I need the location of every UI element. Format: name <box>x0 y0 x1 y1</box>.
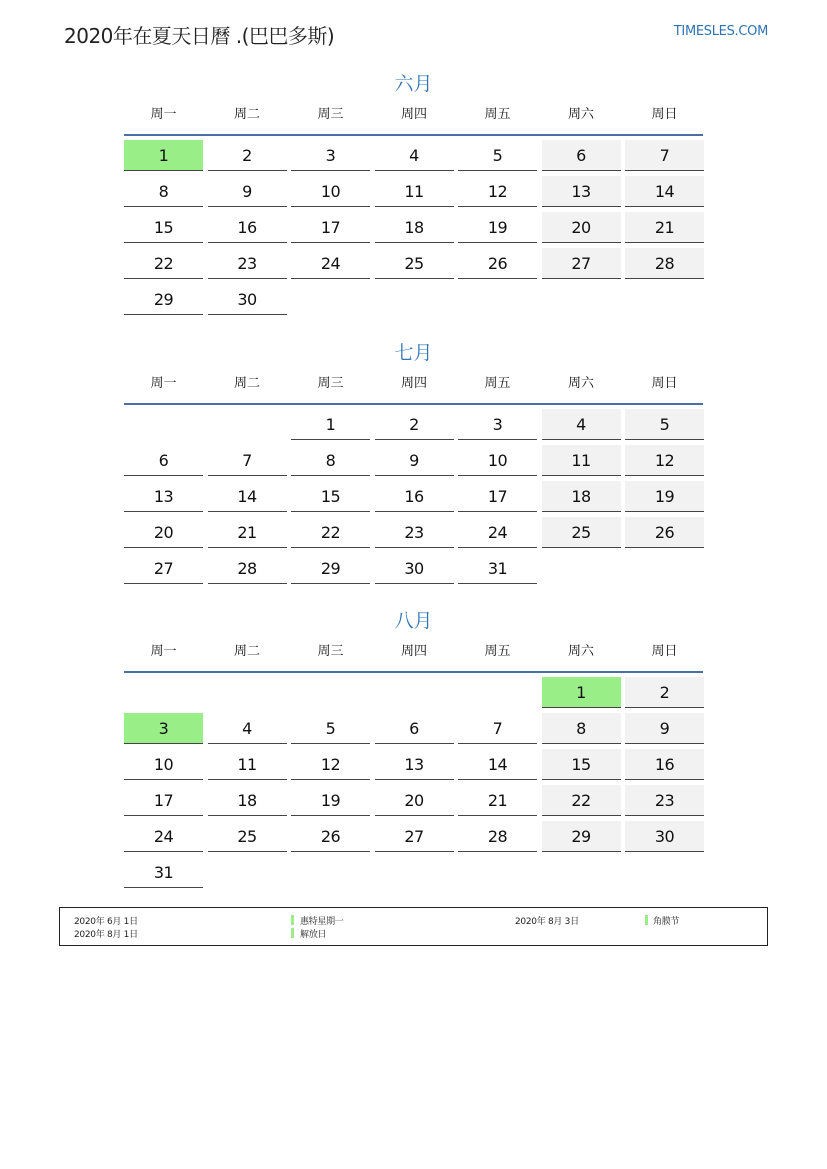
month-block <box>124 70 703 309</box>
day-cell[interactable]: 12 <box>625 445 704 476</box>
day-cell[interactable]: 24 <box>124 821 203 852</box>
day-cell[interactable]: 29 <box>291 553 370 584</box>
day-cell[interactable]: 26 <box>291 821 370 852</box>
month-title: 八月 <box>394 610 433 632</box>
day-cell[interactable]: 5 <box>291 713 370 744</box>
day-cell[interactable]: 7 <box>625 140 704 171</box>
day-cell[interactable]: 22 <box>542 785 621 816</box>
header-divider <box>124 134 703 136</box>
legend-holiday-name: 解放日 <box>300 930 327 940</box>
day-cell[interactable]: 17 <box>124 785 203 816</box>
day-cell[interactable]: 4 <box>208 713 287 744</box>
weekday-label: 周二 <box>233 644 260 659</box>
holiday-color-swatch <box>645 915 648 925</box>
day-cell[interactable]: 25 <box>375 248 454 279</box>
day-cell[interactable]: 28 <box>625 248 704 279</box>
day-cell[interactable]: 25 <box>208 821 287 852</box>
weekday-label: 周四 <box>400 644 427 659</box>
day-cell[interactable]: 23 <box>208 248 287 279</box>
weekday-label: 周六 <box>567 107 594 122</box>
day-cell[interactable]: 20 <box>375 785 454 816</box>
weekday-header <box>124 639 703 675</box>
day-cell[interactable]: 8 <box>542 713 621 744</box>
day-cell[interactable]: 15 <box>542 749 621 780</box>
day-cell[interactable]: 6 <box>124 445 203 476</box>
legend-holiday-name: 惠特星期一 <box>300 917 344 927</box>
day-cell[interactable]: 16 <box>625 749 704 780</box>
day-cell[interactable]: 2 <box>375 409 454 440</box>
day-cell[interactable]: 3 <box>458 409 537 440</box>
month-title: 七月 <box>394 342 433 364</box>
day-cell[interactable]: 13 <box>375 749 454 780</box>
day-cell[interactable]: 14 <box>625 176 704 207</box>
day-cell[interactable]: 10 <box>458 445 537 476</box>
legend-date: 2020年 6月 1日 <box>74 917 138 927</box>
day-cell[interactable]: 15 <box>291 481 370 512</box>
day-cell[interactable]: 19 <box>291 785 370 816</box>
day-cell[interactable]: 27 <box>542 248 621 279</box>
month-title: 六月 <box>394 73 433 95</box>
header-divider <box>124 403 703 405</box>
day-cell[interactable]: 1 <box>291 409 370 440</box>
weekday-label: 周二 <box>233 376 260 391</box>
day-cell[interactable]: 31 <box>458 553 537 584</box>
weekday-label: 周三 <box>317 644 344 659</box>
day-cell[interactable]: 26 <box>458 248 537 279</box>
day-cell[interactable]: 2 <box>208 140 287 171</box>
day-cell[interactable]: 30 <box>208 284 287 315</box>
day-cell[interactable]: 18 <box>542 481 621 512</box>
holiday-color-swatch <box>291 928 294 938</box>
day-cell[interactable]: 17 <box>291 212 370 243</box>
weekday-label: 周四 <box>400 376 427 391</box>
day-cell[interactable]: 17 <box>458 481 537 512</box>
day-cell[interactable]: 3 <box>291 140 370 171</box>
day-cell[interactable]: 30 <box>375 553 454 584</box>
day-cell[interactable]: 20 <box>542 212 621 243</box>
day-cell[interactable]: 5 <box>458 140 537 171</box>
day-cell[interactable]: 7 <box>208 445 287 476</box>
day-cell[interactable]: 16 <box>375 481 454 512</box>
day-cell[interactable]: 13 <box>124 481 203 512</box>
day-cell[interactable]: 21 <box>208 517 287 548</box>
day-cell[interactable]: 23 <box>625 785 704 816</box>
day-cell[interactable]: 1 <box>124 140 203 171</box>
header-divider <box>124 671 703 673</box>
weekday-label: 周日 <box>651 107 678 122</box>
day-cell[interactable]: 20 <box>124 517 203 548</box>
day-cell[interactable]: 12 <box>458 176 537 207</box>
weekday-label: 周五 <box>484 107 511 122</box>
day-cell[interactable]: 6 <box>375 713 454 744</box>
day-cell[interactable]: 18 <box>375 212 454 243</box>
legend-date: 2020年 8月 1日 <box>74 930 138 940</box>
day-cell[interactable]: 6 <box>542 140 621 171</box>
day-cell[interactable]: 3 <box>124 713 203 744</box>
day-cell[interactable]: 9 <box>375 445 454 476</box>
day-cell[interactable]: 26 <box>625 517 704 548</box>
month-block <box>124 339 703 578</box>
weekday-label: 周日 <box>651 376 678 391</box>
day-cell[interactable]: 27 <box>124 553 203 584</box>
day-cell[interactable]: 18 <box>208 785 287 816</box>
weekday-label: 周五 <box>484 644 511 659</box>
weekday-label: 周四 <box>400 107 427 122</box>
day-cell[interactable]: 5 <box>625 409 704 440</box>
day-cell[interactable]: 29 <box>124 284 203 315</box>
legend-holiday-name: 角膜节 <box>653 917 680 927</box>
day-cell[interactable]: 23 <box>375 517 454 548</box>
weekday-label: 周三 <box>317 107 344 122</box>
day-cell[interactable]: 21 <box>625 212 704 243</box>
weekday-label: 周二 <box>233 107 260 122</box>
day-cell[interactable]: 8 <box>124 176 203 207</box>
page-title: 2020年在夏天日曆 .(巴巴多斯) <box>64 24 335 48</box>
weekday-label: 周六 <box>567 644 594 659</box>
day-cell[interactable]: 28 <box>458 821 537 852</box>
day-cell[interactable]: 9 <box>625 713 704 744</box>
day-cell[interactable]: 24 <box>458 517 537 548</box>
weekday-label: 周一 <box>150 376 177 391</box>
day-cell[interactable]: 27 <box>375 821 454 852</box>
day-cell[interactable]: 1 <box>542 677 621 708</box>
weekday-label: 周一 <box>150 107 177 122</box>
day-cell[interactable]: 22 <box>291 517 370 548</box>
day-cell[interactable]: 10 <box>291 176 370 207</box>
day-cell[interactable]: 14 <box>208 481 287 512</box>
day-cell[interactable]: 24 <box>291 248 370 279</box>
day-cell[interactable]: 29 <box>542 821 621 852</box>
weekday-label: 周三 <box>317 376 344 391</box>
day-cell[interactable]: 2 <box>625 677 704 708</box>
day-cell[interactable]: 19 <box>458 212 537 243</box>
day-cell[interactable]: 10 <box>124 749 203 780</box>
weekday-label: 周五 <box>484 376 511 391</box>
day-cell[interactable]: 12 <box>291 749 370 780</box>
day-cell[interactable]: 13 <box>542 176 621 207</box>
day-cell[interactable]: 21 <box>458 785 537 816</box>
day-cell[interactable]: 31 <box>124 857 203 888</box>
day-cell[interactable]: 11 <box>375 176 454 207</box>
day-cell[interactable]: 22 <box>124 248 203 279</box>
day-cell[interactable]: 14 <box>458 749 537 780</box>
day-cell[interactable]: 8 <box>291 445 370 476</box>
site-brand[interactable]: TIMESLES.COM <box>673 24 768 39</box>
weekday-label: 周日 <box>651 644 678 659</box>
day-cell[interactable]: 4 <box>542 409 621 440</box>
day-cell[interactable]: 7 <box>458 713 537 744</box>
day-cell[interactable]: 15 <box>124 212 203 243</box>
legend-date: 2020年 8月 3日 <box>515 917 579 927</box>
month-block <box>124 607 703 882</box>
weekday-label: 周六 <box>567 376 594 391</box>
weekday-header <box>124 371 703 407</box>
day-cell[interactable]: 30 <box>625 821 704 852</box>
weekday-header <box>124 102 703 138</box>
day-cell[interactable]: 28 <box>208 553 287 584</box>
day-cell[interactable]: 25 <box>542 517 621 548</box>
day-cell[interactable]: 11 <box>542 445 621 476</box>
day-cell[interactable]: 19 <box>625 481 704 512</box>
holiday-color-swatch <box>291 915 294 925</box>
day-cell[interactable]: 16 <box>208 212 287 243</box>
weekday-label: 周一 <box>150 644 177 659</box>
day-cell[interactable]: 11 <box>208 749 287 780</box>
day-cell[interactable]: 4 <box>375 140 454 171</box>
holiday-legend <box>59 907 768 946</box>
day-cell[interactable]: 9 <box>208 176 287 207</box>
